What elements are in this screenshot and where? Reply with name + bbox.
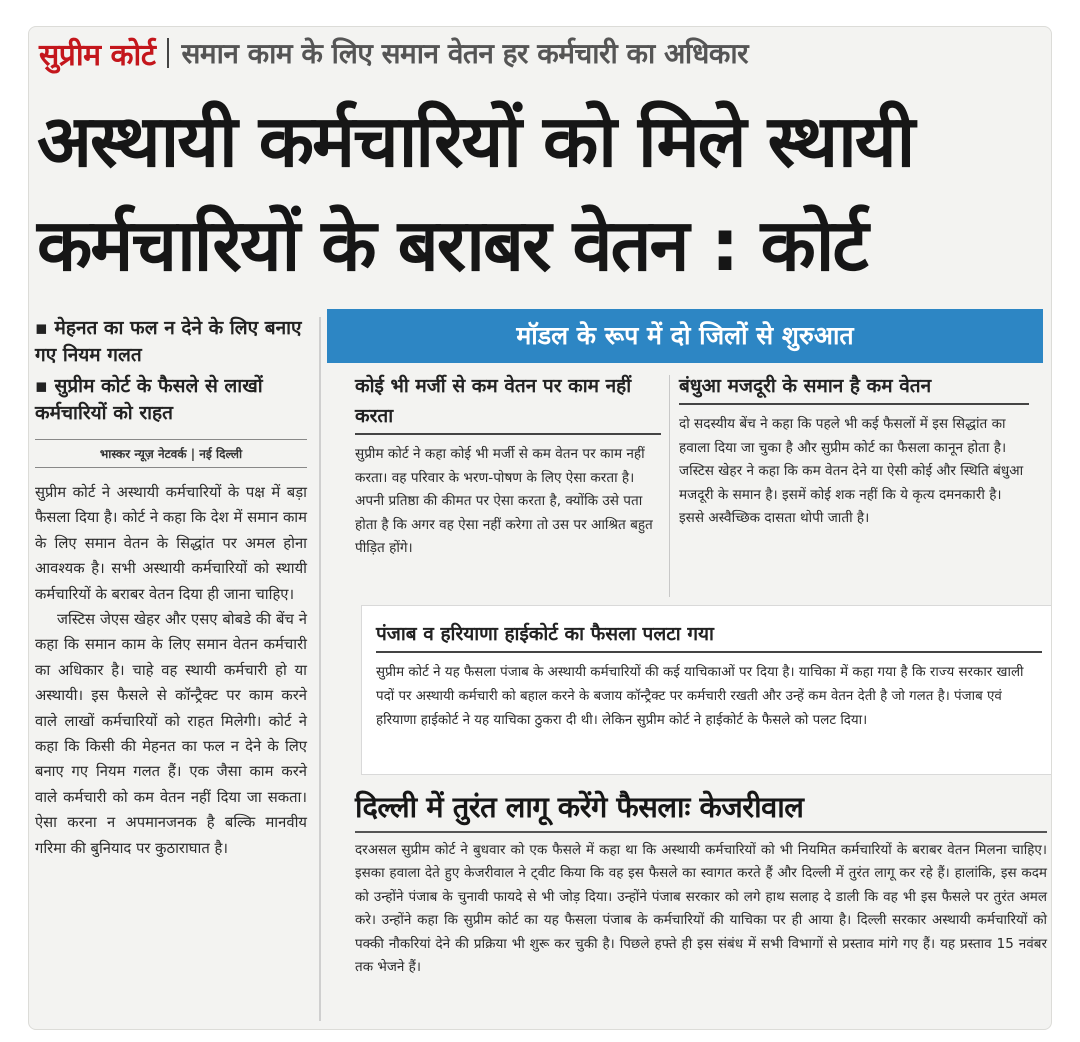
kicker xyxy=(39,33,748,73)
subsection-bonded-body: दो सदस्यीय बेंच ने कहा कि पहले भी कई फैसलों में इस सिद्धांत का हवाला दिया जा चुका है और सुप्रीम कोर्ट का फैसला कानून होता है। जस्टिस खेहर ने कहा कि कम वेतन देने या ऐसी कोई और स्थिति बंधुआ मजदूरी के समान है। इसमें कोई शक नहीं कि ये कृत्य दमनकारी है। इससे अस्वैच्छिक दासता थोपी जाती है। xyxy=(679,416,1024,527)
subsection-bonded-labour xyxy=(679,371,1029,531)
punjab-body: सुप्रीम कोर्ट ने यह फैसला पंजाब के अस्थायी कर्मचारियों की कई याचिकाओं पर दिया है। याचिका में कहा गया है कि राज्य सरकार खाली पदों पर अस्थायी कर्मचारी को बहाल करने के बजाय कॉन्ट्रैक्ट पर कर्मचारी रखती और उन्हें कम वेतन देती है जो गलत है। पंजाब एवं हरियाणा हाईकोर्ट ने यह याचिका ठुकरा दी थी। लेकिन सुप्रीम कोर्ट ने हाईकोर्ट के फैसले को पलट दिया। xyxy=(376,665,1024,729)
column-divider xyxy=(319,317,321,1021)
subsection-wage-body: सुप्रीम कोर्ट ने कहा कोई भी मर्जी से कम वेतन पर काम नहीं करता। वह परिवार के भरण-पोषण के लिए ऐसा करता है। अपनी प्रतिष्ठा की कीमत पर ऐसा करता है, क्योंकि उसे पता होता है कि अगर वह ऐसा नहीं करेगा तो उस पर आश्रित बहुत पीड़ित होंगे। xyxy=(355,446,653,557)
subsection-divider xyxy=(669,375,670,597)
delhi-heading: दिल्ली में तुरंत लागू करेंगे फैसलाः केजरीवाल xyxy=(355,790,804,824)
left-article-body xyxy=(35,480,307,861)
left-column xyxy=(35,315,307,1023)
delhi-heading-rule xyxy=(355,831,1047,833)
delhi-section xyxy=(355,785,1047,979)
kicker-subtitle: समान काम के लिए समान वेतन हर कर्मचारी का अधिकार xyxy=(181,37,749,70)
newspaper-clipping xyxy=(28,26,1052,1030)
subsection-bonded-heading: बंधुआ मजदूरी के समान है कम वेतन xyxy=(679,371,1029,405)
kicker-label: सुप्रीम कोर्ट xyxy=(39,37,156,73)
section-banner: मॉडल के रूप में दो जिलों से शुरुआत xyxy=(327,309,1043,363)
headline-line-1: अस्थायी कर्मचारियों को मिले स्थायी xyxy=(37,99,914,183)
delhi-body: दरअसल सुप्रीम कोर्ट ने बुधवार को एक फैसले में कहा था कि अस्थायी कर्मचारियों को भी नियमित कर्मचारियों के बराबर वेतन मिलना चाहिए। इसका हवाला देते हुए केजरीवाल ने ट्वीट किया कि वह इस फैसले का स्वागत करते हैं और दिल्ली में तुरंत लागू कर रहे हैं। हालांकि, इस कदम को उन्होंने पंजाब के चुनावी फायदे से भी जोड़ दिया। उन्होंने पंजाब सरकार को लगे हाथ सलाह दे डाली कि वह भी इस फैसले पर तुरंत अमल करे। उन्होंने कहा कि सुप्रीम कोर्ट का यह फैसला पंजाब के कर्मचारियों की याचिका पर ही आया है। दिल्ली सरकार अस्थायी कर्मचारियों को पक्की नौकरियां देने की प्रक्रिया भी शुरू कर चुकी है। पिछले हफ्ते ही इस संबंध में सभी विभागों से प्रस्ताव मांगे गए हैं। यह प्रस्ताव 15 नवंबर तक भेजने हैं। xyxy=(355,842,1047,976)
headline-line-2: कर्मचारियों के बराबर वेतन : कोर्ट xyxy=(37,203,867,287)
left-paragraph-1: सुप्रीम कोर्ट ने अस्थायी कर्मचारियों के पक्ष में बड़ा फैसला दिया है। कोर्ट ने कहा कि देश में समान काम के लिए समान वेतन के सिद्धांत पर अमल होना आवश्यक है। सभी अस्थायी कर्मचारियों को स्थायी कर्मचारियों के बराबर वेतन दिया ही जाना चाहिए। xyxy=(35,484,307,603)
punjab-heading: पंजाब व हरियाणा हाईकोर्ट का फैसला पलटा गया xyxy=(376,620,1042,653)
highlight-bullet-1: ▪ मेहनत का फल न देने के लिए बनाए गए नियम गलत xyxy=(35,317,302,366)
headline xyxy=(37,89,1047,297)
subsection-wage xyxy=(355,371,661,561)
kicker-divider xyxy=(167,38,169,68)
highlight-bullet-2: ▪ सुप्रीम कोर्ट के फैसले से लाखों कर्मचारियों को राहत xyxy=(35,375,263,424)
punjab-haryana-box xyxy=(361,605,1052,775)
subsection-wage-heading: कोई भी मर्जी से कम वेतन पर काम नहीं करता xyxy=(355,371,661,435)
left-paragraph-2: जस्टिस जेएस खेहर और एसए बोबडे की बेंच ने कहा कि समान काम के लिए समान वेतन कर्मचारी का अधिकार है। चाहे वह स्थायी कर्मचारी हो या अस्थायी। इस फैसले से कॉन्ट्रैक्ट पर काम करने वाले लाखों कर्मचारियों को राहत मिलेगी। कोर्ट ने कहा कि किसी की मेहनत का फल न देने के लिए बनाए गए नियम गलत हैं। एक जैसा काम करने वाले कर्मचारी को कम वेतन नहीं दिया जा सकता। ऐसा करना न अपमानजनक है बल्कि मानवीय गरिमा की बुनियाद पर कुठाराघात है। xyxy=(35,611,307,857)
byline: भास्कर न्यूज़ नेटवर्क | नई दिल्ली xyxy=(35,439,307,468)
